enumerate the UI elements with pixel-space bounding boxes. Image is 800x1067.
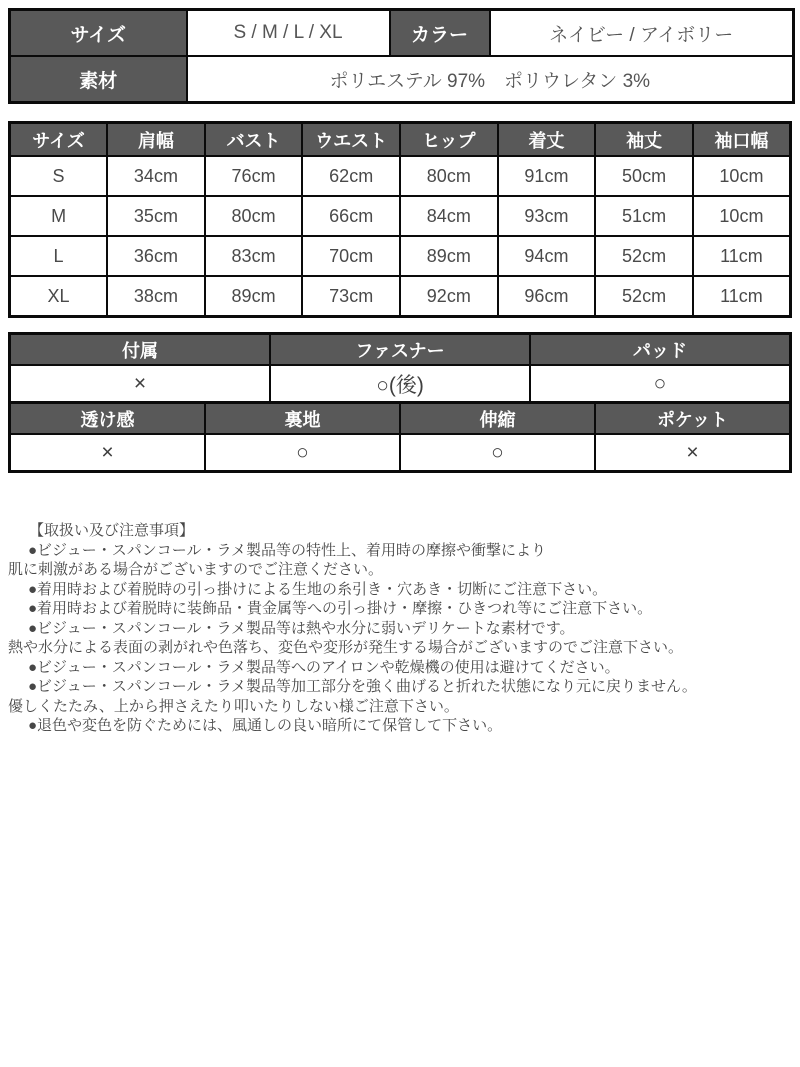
size-chart-cell: 91cm	[498, 156, 596, 196]
spec-value-cell: ○(後)	[270, 365, 530, 403]
note-line: ●着用時および着脱時に装飾品・貴金属等への引っ掛け・摩擦・ひきつれ等にご注意下さい。	[28, 600, 653, 617]
material-value-cell: ポリエステル 97% ポリウレタン 3%	[187, 56, 794, 103]
size-chart-row-l	[10, 236, 791, 276]
color-label-cell: カラー	[390, 10, 490, 57]
size-chart-cell: 94cm	[498, 236, 596, 276]
size-chart-cell: 36cm	[107, 236, 205, 276]
size-chart-cell: 92cm	[400, 276, 498, 317]
size-chart-cell: 83cm	[205, 236, 303, 276]
spec-value-cell: ×	[595, 434, 791, 472]
size-chart-cell: 52cm	[595, 236, 693, 276]
size-chart-cell: 76cm	[205, 156, 303, 196]
size-chart-cell: 11cm	[693, 276, 791, 317]
size-chart-cell: 80cm	[205, 196, 303, 236]
spec-header-cell: パッド	[530, 334, 790, 366]
size-chart-header-cell: バスト	[205, 123, 303, 157]
size-chart-cell: 11cm	[693, 236, 791, 276]
spec-header-cell: 裏地	[205, 403, 400, 435]
note-line: ●ビジュー・スパンコール・ラメ製品等へのアイロンや乾燥機の使用は避けてください。	[28, 658, 620, 676]
info-row-material	[10, 56, 794, 103]
spec-header-cell: ファスナー	[270, 334, 530, 366]
info-row-size-color	[10, 10, 794, 57]
size-chart-header-cell: 袖口幅	[693, 123, 791, 157]
spec-value-cell: ○	[400, 434, 595, 472]
size-chart-header-row	[10, 123, 791, 157]
care-notes-title: 【取扱い及び注意事項】	[29, 522, 195, 539]
note-line: ●ビジュー・スパンコール・ラメ製品等加工部分を強く曲げると折れた状態になり元に戻りません。	[28, 678, 697, 695]
size-chart-cell: 35cm	[107, 196, 205, 236]
spec-value-cell: ×	[10, 365, 271, 403]
size-chart-cell: 89cm	[400, 236, 498, 276]
note-line: ●退色や変色を防ぐためには、風通しの良い暗所にて保管して下さい。	[28, 717, 503, 734]
size-value-cell: S / M / L / XL	[187, 10, 390, 57]
size-chart-table	[8, 121, 792, 318]
size-chart-header-cell: 着丈	[498, 123, 596, 157]
spec-header-cell: 付属	[10, 334, 271, 366]
product-info-table	[8, 8, 795, 104]
size-chart-cell: 62cm	[302, 156, 400, 196]
spec-features-value-row	[10, 434, 791, 472]
note-line: ●着用時および着脱時の引っ掛けによる生地の糸引き・穴あき・切断にご注意下さい。	[28, 580, 608, 598]
spec-value-cell: ○	[205, 434, 400, 472]
spec-accessories-header-row	[10, 334, 791, 366]
spec-features-header-row	[10, 403, 791, 435]
spec-accessories-table	[8, 332, 792, 404]
spec-accessories-value-row	[10, 365, 791, 403]
note-line: ●ビジュー・スパンコール・ラメ製品等の特性上、着用時の摩擦や衝撃により	[28, 541, 547, 559]
size-chart-cell: 84cm	[400, 196, 498, 236]
size-chart-cell: 51cm	[595, 196, 693, 236]
spec-header-cell: ポケット	[595, 403, 791, 435]
care-notes	[8, 521, 792, 736]
size-chart-row-s	[10, 156, 791, 196]
size-chart-header-cell: 袖丈	[595, 123, 693, 157]
note-line: 熱や水分による表面の剥がれや色落ち、変色や変形が発生する場合がございますのでご注意下さい。	[8, 639, 684, 656]
size-chart-cell: 10cm	[693, 156, 791, 196]
size-chart-cell: 52cm	[595, 276, 693, 317]
note-line: 優しくたたみ、上から押さえたり叩いたりしない様ご注意下さい。	[8, 697, 459, 715]
size-chart-row-xl	[10, 276, 791, 317]
color-value-cell: ネイビー / アイボリー	[490, 10, 794, 57]
size-chart-cell: 73cm	[302, 276, 400, 317]
size-chart-header-cell: ヒップ	[400, 123, 498, 157]
spec-value-cell: ×	[10, 434, 205, 472]
size-chart-cell: 80cm	[400, 156, 498, 196]
size-chart-cell: S	[10, 156, 108, 196]
note-line: ●ビジュー・スパンコール・ラメ製品等は熱や水分に弱いデリケートな素材です。	[28, 619, 575, 637]
size-chart-cell: 38cm	[107, 276, 205, 317]
size-chart-cell: 34cm	[107, 156, 205, 196]
size-chart-cell: 10cm	[693, 196, 791, 236]
size-chart-cell: 66cm	[302, 196, 400, 236]
size-chart-row-m	[10, 196, 791, 236]
size-chart-header-cell: 肩幅	[107, 123, 205, 157]
size-chart-header-cell: サイズ	[10, 123, 108, 157]
size-chart-cell: 93cm	[498, 196, 596, 236]
material-label-cell: 素材	[10, 56, 187, 103]
spec-header-cell: 透け感	[10, 403, 205, 435]
size-chart-cell: M	[10, 196, 108, 236]
size-chart-cell: 70cm	[302, 236, 400, 276]
spec-features-table	[8, 401, 792, 473]
size-chart-cell: 50cm	[595, 156, 693, 196]
size-chart-header-cell: ウエスト	[302, 123, 400, 157]
spec-header-cell: 伸縮	[400, 403, 595, 435]
size-label-cell: サイズ	[10, 10, 187, 57]
note-line: 肌に刺激がある場合がございますのでご注意ください。	[8, 561, 384, 578]
size-chart-cell: 89cm	[205, 276, 303, 317]
size-chart-cell: 96cm	[498, 276, 596, 317]
size-chart-cell: XL	[10, 276, 108, 317]
size-chart-cell: L	[10, 236, 108, 276]
spec-value-cell: ○	[530, 365, 790, 403]
